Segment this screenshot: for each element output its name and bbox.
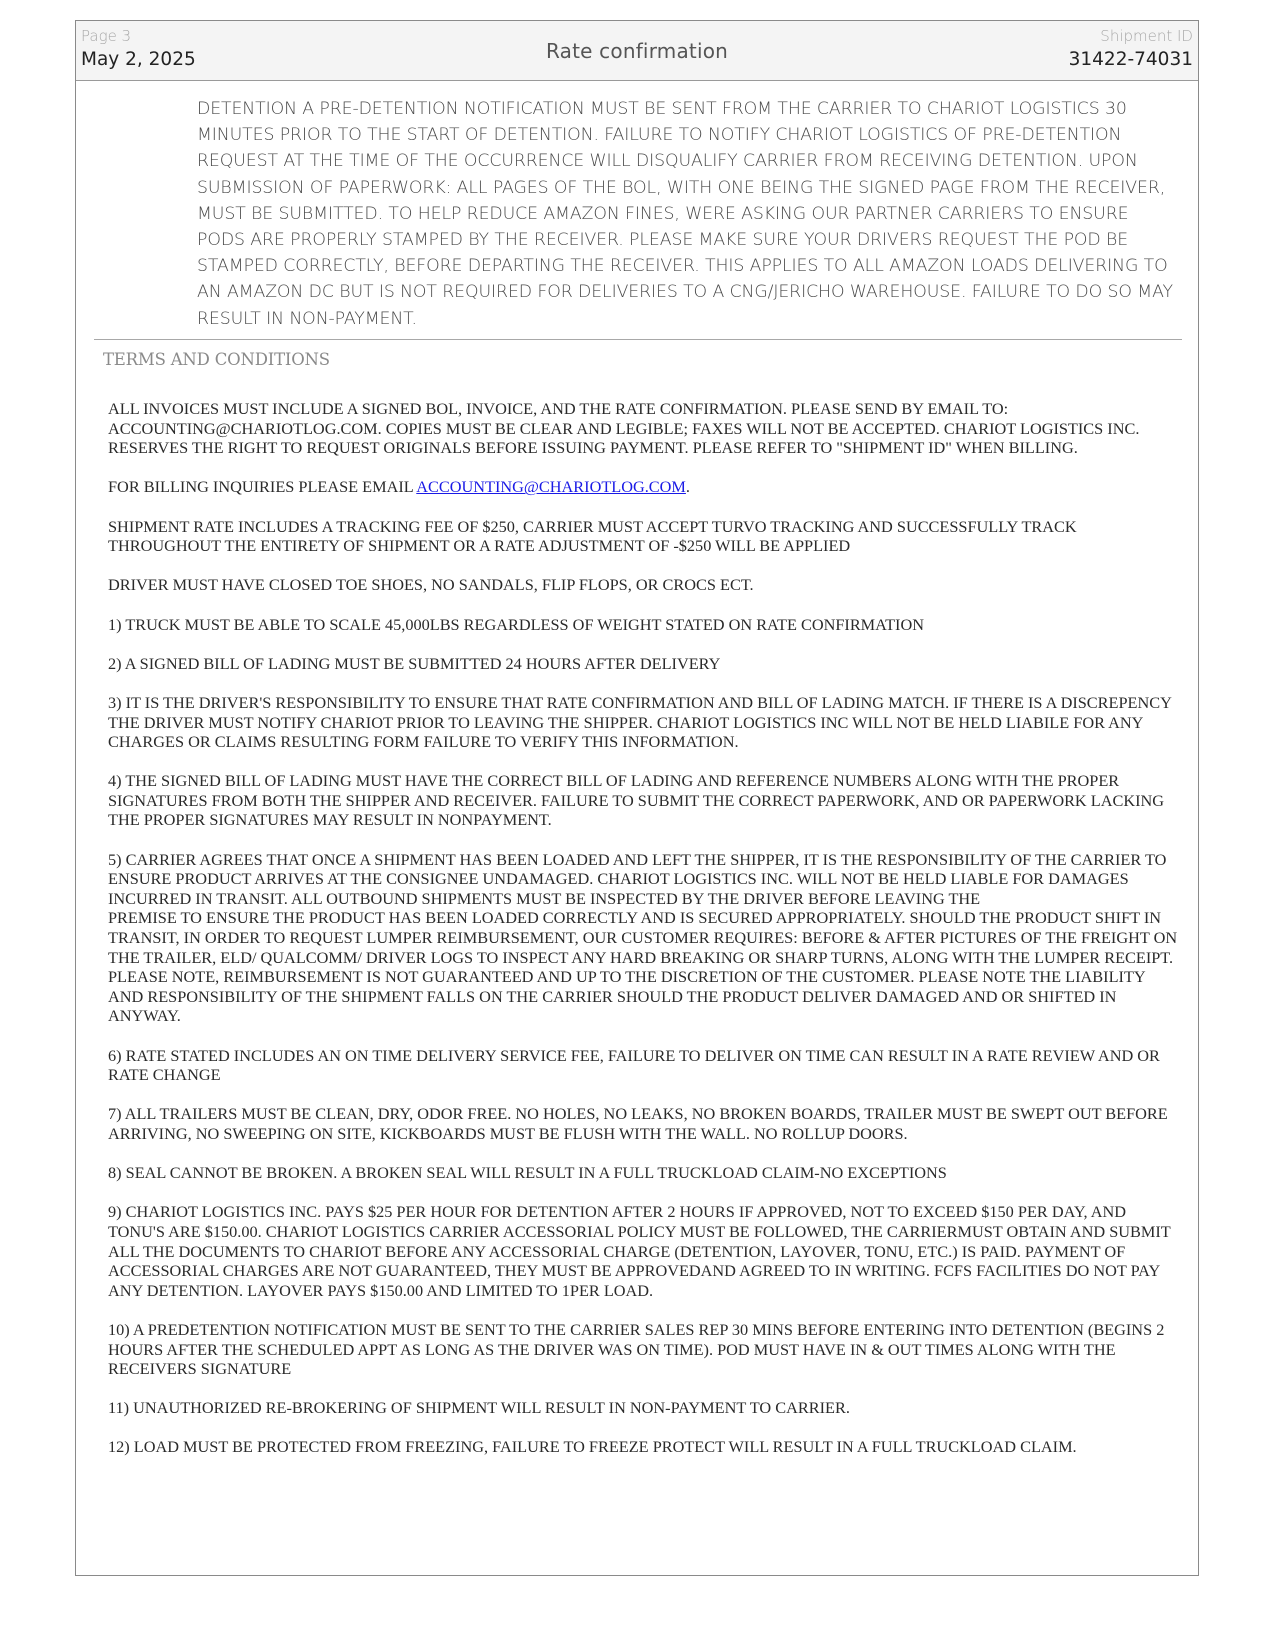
shipment-id-value: 31422-74031: [1068, 49, 1193, 70]
page-frame: [75, 20, 1199, 1576]
term-item: 7) ALL TRAILERS MUST BE CLEAN, DRY, ODOR FREE. NO HOLES, NO LEAKS, NO BROKEN BOARDS, TRAILER MUST BE SWEPT OUT BEFORE ARRIVING, NO SWEEPING ON SITE, KICKBOARDS MUST BE FLUSH WITH THE WALL. NO ROLLUP DOORS.: [108, 1104, 1168, 1143]
document-date: May 2, 2025: [81, 49, 196, 70]
term-item: 8) SEAL CANNOT BE BROKEN. A BROKEN SEAL WILL RESULT IN A FULL TRUCKLOAD CLAIM-NO EXCEPTIONS: [108, 1163, 947, 1183]
term-item: 11) UNAUTHORIZED RE-BROKERING OF SHIPMENT WILL RESULT IN NON-PAYMENT TO CARRIER.: [108, 1398, 850, 1418]
billing-prefix: FOR BILLING INQUIRIES PLEASE EMAIL: [108, 477, 417, 497]
term-item: 5) CARRIER AGREES THAT ONCE A SHIPMENT HAS BEEN LOADED AND LEFT THE SHIPPER, IT IS THE RESPONSIBILITY OF THE CARRIER TO ENSURE PRODUCT ARRIVES AT THE CONSIGNEE UNDAMAGED. CHARIOT LOGISTICS INC. WILL NOT BE HELD LIABLE FOR DAMAGES INCURRED IN TRANSIT. ALL OUTBOUND SHIPMENTS MUST BE INSPECTED BY THE DRIVER BEFORE LEAVING THE PREMISE TO ENSURE THE PRODUCT HAS BEEN LOADED CORRECTLY AND IS SECURED APPROPRIATELY. SHOULD THE PRODUCT SHIFT IN TRANSIT, IN ORDER TO REQUEST LUMPER REIMBURSEMENT, OUR CUSTOMER REQUIRES: BEFORE & AFTER PICTURES OF THE FREIGHT ON THE TRAILER, ELD/ QUALCOMM/ DRIVER LOGS TO INSPECT ANY HARD BREAKING OR SHARP TURNS, ALONG WITH THE LUMPER RECEIPT. PLEASE NOTE, REIMBURSEMENT IS NOT GUARANTEED AND UP TO THE DISCRETION OF THE CUSTOMER. PLEASE NOTE THE LIABILITY AND RESPONSIBILITY OF THE SHIPMENT FALLS ON THE CARRIER SHOULD THE PRODUCT DELIVER DAMAGED AND OR SHIFTED IN ANYWAY.: [108, 849, 1178, 1026]
shipment-id-label: Shipment ID: [1100, 27, 1193, 45]
term-item: 4) THE SIGNED BILL OF LADING MUST HAVE THE CORRECT BILL OF LADING AND REFERENCE NUMBERS ALONG WITH THE PROPER SIGNATURES FROM BOTH THE SHIPPER AND RECEIVER. FAILURE TO SUBMIT THE CORRECT PAPERWORK, AND OR PAPERWORK LACKING THE PROPER SIGNATURES MAY RESULT IN NONPAYMENT.: [108, 771, 1165, 830]
terms-invoices: ALL INVOICES MUST INCLUDE A SIGNED BOL, INVOICE, AND THE RATE CONFIRMATION. PLEASE SEND BY EMAIL TO: ACCOUNTING@CHARIOTLOG.COM. COPIES MUST BE CLEAR AND LEGIBLE; FAXES WILL NOT BE ACCEPTED. CHARIOT LOGISTICS INC. RESERVES THE RIGHT TO REQUEST ORIGINALS BEFORE ISSUING PAYMENT. PLEASE REFER TO "SHIPMENT ID" WHEN BILLING.: [108, 399, 1140, 458]
billing-suffix: .: [685, 477, 690, 497]
term-item: 3) IT IS THE DRIVER'S RESPONSIBILITY TO ENSURE THAT RATE CONFIRMATION AND BILL OF LADING MATCH. IF THERE IS A DISCREPENCY THE DRIVER MUST NOTIFY CHARIOT PRIOR TO LEAVING THE SHIPPER. CHARIOT LOGISTICS INC WILL NOT BE HELD LIABILE FOR ANY CHARGES OR CLAIMS RESULTING FORM FAILURE TO VERIFY THIS INFORMATION.: [108, 692, 1172, 752]
terms-body: [108, 399, 1178, 1477]
document-title: Rate confirmation: [545, 39, 729, 63]
page-number: Page 3: [81, 27, 132, 45]
term-item: 10) A PREDETENTION NOTIFICATION MUST BE SENT TO THE CARRIER SALES REP 30 MINS BEFORE ENTERING INTO DETENTION (BEGINS 2 HOURS AFTER THE SCHEDULED APPT AS LONG AS THE DRIVER WAS ON TIME). POD MUST HAVE IN & OUT TIMES ALONG WITH THE RECEIVERS SIGNATURE: [108, 1319, 1165, 1379]
billing-email-link[interactable]: ACCOUNTING@CHARIOTLOG.COM: [416, 477, 686, 497]
detention-notice: DETENTION A PRE-DETENTION NOTIFICATION MUST BE SENT FROM THE CARRIER TO CHARIOT LOGISTICS 30 MINUTES PRIOR TO THE START OF DETENTION. FAILURE TO NOTIFY CHARIOT LOGISTICS OF PRE-DETENTION REQUEST AT THE TIME OF THE OCCURRENCE WILL DISQUALIFY CARRIER FROM RECEIVING DETENTION. UPON SUBMISSION OF PAPERWORK: ALL PAGES OF THE BOL, WITH ONE BEING THE SIGNED PAGE FROM THE RECEIVER, MUST BE SUBMITTED. TO HELP REDUCE AMAZON FINES, WERE ASKING OUR PARTNER CARRIERS TO ENSURE PODS ARE PROPERLY STAMPED BY THE RECEIVER. PLEASE MAKE SURE YOUR DRIVERS REQUEST THE POD BE STAMPED CORRECTLY, BEFORE DEPARTING THE RECEIVER. THIS APPLIES TO ALL AMAZON LOADS DELIVERING TO AN AMAZON DC BUT IS NOT REQUIRED FOR DELIVERIES TO A CNG/JERICHO WAREHOUSE. FAILURE TO DO SO MAY RESULT IN NON-PAYMENT.: [197, 99, 1173, 329]
term-item: 12) LOAD MUST BE PROTECTED FROM FREEZING, FAILURE TO FREEZE PROTECT WILL RESULT IN A FULL TRUCKLOAD CLAIM.: [108, 1437, 1077, 1457]
term-item: 9) CHARIOT LOGISTICS INC. PAYS $25 PER HOUR FOR DETENTION AFTER 2 HOURS IF APPROVED, NOT TO EXCEED $150 PER DAY, AND TONU'S ARE $150.00. CHARIOT LOGISTICS CARRIER ACCESSORIAL POLICY MUST BE FOLLOWED, THE CARRIERMUST OBTAIN AND SUBMIT ALL THE DOCUMENTS TO CHARIOT BEFORE ANY ACCESSORIAL CHARGE (DETENTION, LAYOVER, TONU, ETC.) IS PAID. PAYMENT OF ACCESSORIAL CHARGES ARE NOT GUARANTEED, THEY MUST BE APPROVEDAND AGREED TO IN WRITING. FCFS FACILITIES DO NOT PAY ANY DETENTION. LAYOVER PAYS $150.00 AND LIMITED TO 1PER LOAD.: [108, 1202, 1171, 1300]
term-item: 2) A SIGNED BILL OF LADING MUST BE SUBMITTED 24 HOURS AFTER DELIVERY: [108, 653, 721, 673]
terms-tracking: SHIPMENT RATE INCLUDES A TRACKING FEE OF $250, CARRIER MUST ACCEPT TURVO TRACKING AND SUCCESSFULLY TRACK THROUGHOUT THE ENTIRETY OF SHIPMENT OR A RATE ADJUSTMENT OF -$250 WILL BE APPLIED: [108, 516, 1077, 556]
terms-billing-inquiries: [108, 477, 1178, 497]
term-item: 6) RATE STATED INCLUDES AN ON TIME DELIVERY SERVICE FEE, FAILURE TO DELIVER ON TIME CAN RESULT IN A RATE REVIEW AND OR RATE CHANGE: [108, 1045, 1160, 1085]
page-header: [76, 21, 1198, 81]
header-right: [1069, 27, 1193, 74]
section-divider: [94, 339, 1182, 340]
terms-title: TERMS AND CONDITIONS: [103, 350, 330, 369]
term-item: 1) TRUCK MUST BE ABLE TO SCALE 45,000LBS REGARDLESS OF WEIGHT STATED ON RATE CONFIRMATION: [108, 614, 924, 634]
terms-shoes: DRIVER MUST HAVE CLOSED TOE SHOES, NO SANDALS, FLIP FLOPS, OR CROCS ECT.: [108, 575, 754, 595]
